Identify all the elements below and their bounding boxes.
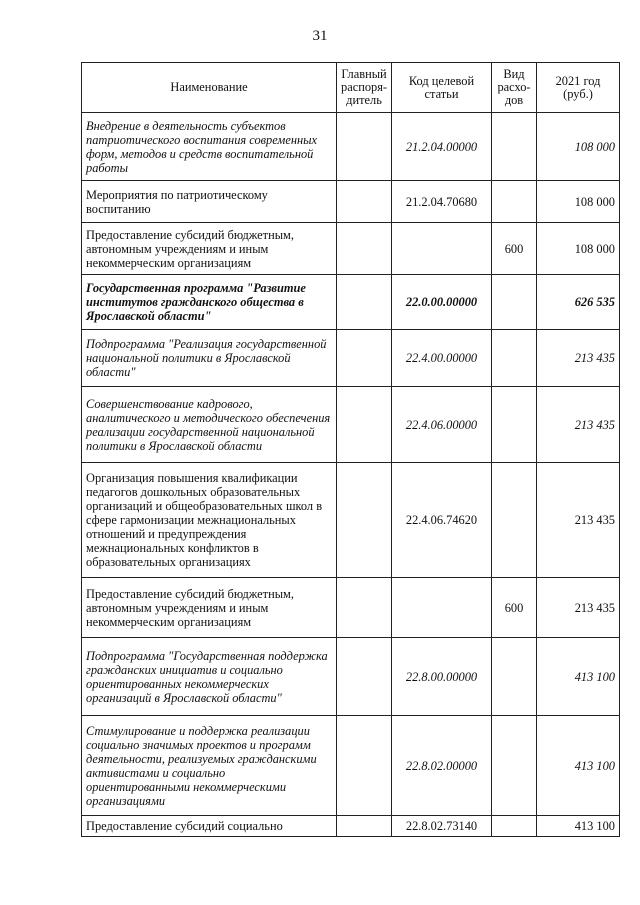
cell-type — [492, 387, 537, 463]
cell-manager — [337, 330, 392, 387]
cell-name: Стимулирование и поддержка реализации социально значимых проектов и программ деятельности, реализуемых гражданскими активистами и социально ориентированными некоммерческими организациями — [82, 716, 337, 816]
cell-manager — [337, 223, 392, 275]
cell-name: Государственная программа "Развитие институтов гражданского общества в Ярославской области" — [82, 275, 337, 330]
cell-code — [392, 223, 492, 275]
cell-name: Предоставление субсидий социально — [82, 816, 337, 837]
table-row — [82, 463, 620, 578]
table-row — [82, 113, 620, 181]
table-row — [82, 638, 620, 716]
cell-name: Предоставление субсидий бюджетным, автономным учреждениям и иным некоммерческим организациям — [82, 578, 337, 638]
cell-amount: 213 435 — [537, 387, 620, 463]
cell-name: Подпрограмма "Государственная поддержка гражданских инициатив и социально ориентированных некоммерческих организаций в Ярославской области" — [82, 638, 337, 716]
cell-code: 22.8.00.00000 — [392, 638, 492, 716]
cell-type — [492, 638, 537, 716]
cell-amount: 108 000 — [537, 181, 620, 223]
cell-amount: 413 100 — [537, 816, 620, 837]
cell-code: 22.4.00.00000 — [392, 330, 492, 387]
table-row — [82, 223, 620, 275]
cell-type: 600 — [492, 223, 537, 275]
cell-code: 21.2.04.00000 — [392, 113, 492, 181]
cell-manager — [337, 816, 392, 837]
table-row — [82, 578, 620, 638]
cell-manager — [337, 275, 392, 330]
cell-code: 22.0.00.00000 — [392, 275, 492, 330]
cell-type — [492, 716, 537, 816]
cell-type — [492, 181, 537, 223]
cell-code: 22.4.06.00000 — [392, 387, 492, 463]
cell-amount: 108 000 — [537, 223, 620, 275]
budget-table — [81, 62, 620, 837]
header-name: Наименование — [82, 63, 337, 113]
cell-type — [492, 463, 537, 578]
cell-manager — [337, 578, 392, 638]
cell-amount: 626 535 — [537, 275, 620, 330]
cell-manager — [337, 716, 392, 816]
cell-name: Организация повышения квалификации педагогов дошкольных образовательных организаций и общеобразовательных школ в сфере гармонизации межнациональных отношений и предупреждения межнациональных конфликтов в образовательных организациях — [82, 463, 337, 578]
header-manager: Главный распоря-дитель — [337, 63, 392, 113]
cell-amount: 413 100 — [537, 716, 620, 816]
table-row — [82, 716, 620, 816]
table-row — [82, 181, 620, 223]
cell-type — [492, 330, 537, 387]
cell-manager — [337, 387, 392, 463]
cell-name: Совершенствование кадрового, аналитического и методического обеспечения реализации государственной национальной политики в Ярославской области — [82, 387, 337, 463]
cell-name: Внедрение в деятельность субъектов патриотического воспитания современных форм, методов и средств воспитательной работы — [82, 113, 337, 181]
header-amount: 2021 год (руб.) — [537, 63, 620, 113]
cell-amount: 413 100 — [537, 638, 620, 716]
cell-name: Подпрограмма "Реализация государственной национальной политики в Ярославской области" — [82, 330, 337, 387]
cell-name: Мероприятия по патриотическому воспитанию — [82, 181, 337, 223]
table-row — [82, 816, 620, 837]
cell-amount: 213 435 — [537, 463, 620, 578]
cell-type — [492, 275, 537, 330]
cell-type — [492, 816, 537, 837]
cell-code: 22.8.02.00000 — [392, 716, 492, 816]
table-row — [82, 387, 620, 463]
header-code: Код целевой статьи — [392, 63, 492, 113]
cell-code: 22.4.06.74620 — [392, 463, 492, 578]
cell-manager — [337, 638, 392, 716]
table-row — [82, 275, 620, 330]
header-type: Вид расхо-дов — [492, 63, 537, 113]
cell-code: 21.2.04.70680 — [392, 181, 492, 223]
cell-name: Предоставление субсидий бюджетным, автономным учреждениям и иным некоммерческим организациям — [82, 223, 337, 275]
cell-manager — [337, 113, 392, 181]
cell-amount: 213 435 — [537, 578, 620, 638]
cell-code: 22.8.02.73140 — [392, 816, 492, 837]
cell-manager — [337, 463, 392, 578]
cell-manager — [337, 181, 392, 223]
cell-code — [392, 578, 492, 638]
page-number: 31 — [312, 28, 328, 44]
cell-amount: 108 000 — [537, 113, 620, 181]
cell-type — [492, 113, 537, 181]
cell-type: 600 — [492, 578, 537, 638]
table-header-row — [82, 63, 620, 113]
cell-amount: 213 435 — [537, 330, 620, 387]
table-row — [82, 330, 620, 387]
